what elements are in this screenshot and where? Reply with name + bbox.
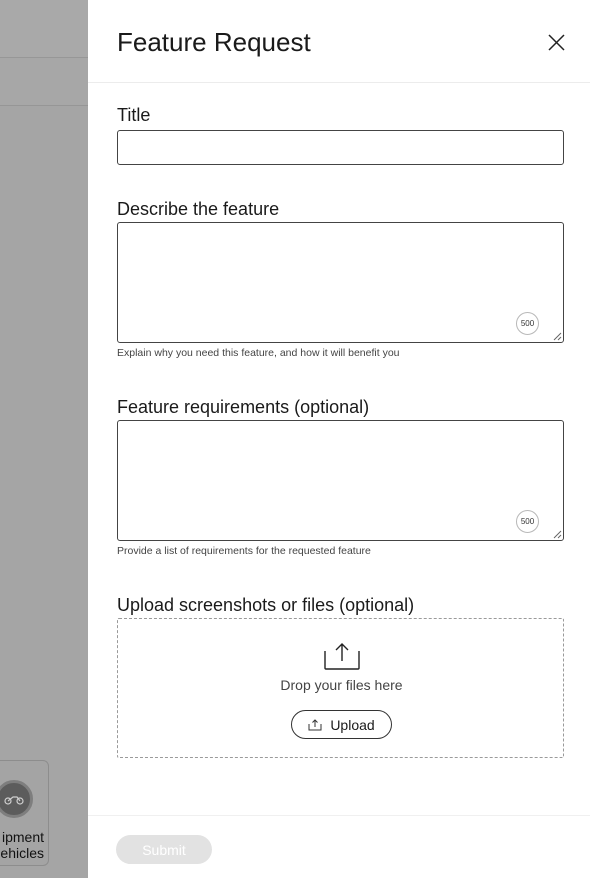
upload-label: Upload screenshots or files (optional)	[117, 595, 415, 615]
character-counter: 500	[516, 510, 539, 533]
character-counter: 500	[516, 312, 539, 335]
close-button[interactable]	[544, 30, 568, 54]
upload-tray-icon	[323, 641, 361, 671]
title-input[interactable]	[117, 130, 564, 165]
submit-button[interactable]: Submit	[116, 835, 212, 864]
close-icon	[548, 34, 565, 51]
resize-handle-icon[interactable]	[553, 332, 562, 341]
background-app	[0, 0, 88, 878]
requirements-helper-text: Provide a list of requirements for the requested feature	[117, 545, 371, 557]
describe-helper-text: Explain why you need this feature, and how it will benefit you	[117, 347, 400, 359]
drawer-footer	[88, 815, 590, 878]
requirements-label: Feature requirements (optional)	[117, 397, 370, 417]
drawer-header	[88, 0, 590, 83]
title-label: Title	[117, 105, 151, 125]
describe-label: Describe the feature	[117, 199, 280, 219]
upload-button[interactable]	[291, 710, 392, 739]
feature-request-drawer	[88, 0, 590, 878]
drawer-title: Feature Request	[117, 27, 311, 57]
upload-button-label: Upload	[330, 716, 375, 733]
card-label-line2: ehicles	[0, 845, 44, 861]
file-dropzone[interactable]	[117, 618, 564, 758]
describe-textarea[interactable]	[117, 222, 564, 343]
background-card-label	[0, 829, 44, 861]
background-topbar	[0, 0, 88, 58]
background-subbar	[0, 58, 88, 106]
card-label-line1: ipment	[1, 829, 44, 845]
upload-icon	[308, 719, 322, 731]
requirements-textarea[interactable]	[117, 420, 564, 541]
dropzone-text: Drop your files here	[280, 677, 403, 693]
resize-handle-icon[interactable]	[553, 530, 562, 539]
